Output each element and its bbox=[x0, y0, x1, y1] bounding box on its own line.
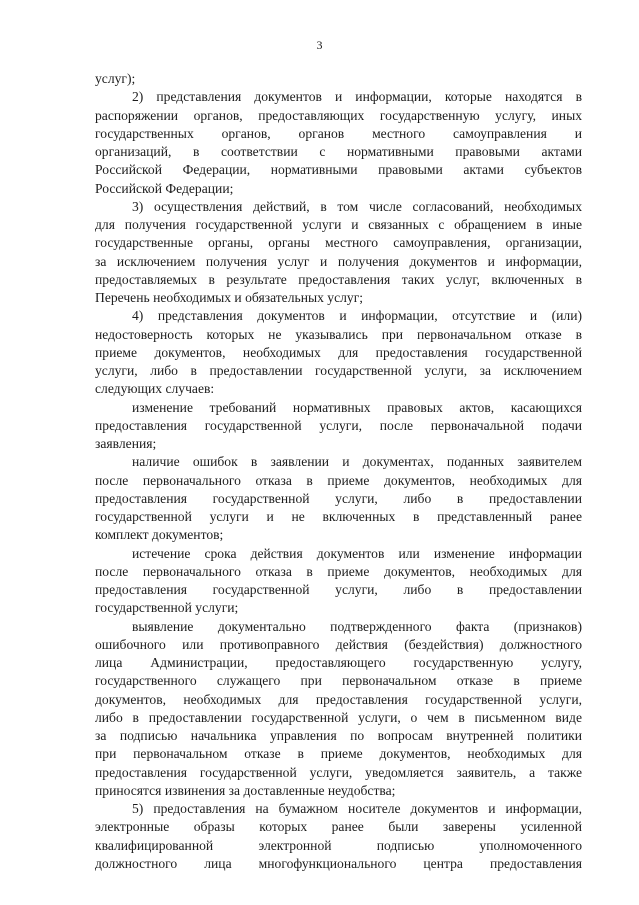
text-line: квалифицированной электронной подписью уполномоченного bbox=[95, 837, 582, 853]
text-line: либо в предоставлении государственной услуги, о чем в письменном виде bbox=[95, 709, 582, 725]
text-line: организаций, в соответствии с нормативными правовыми актами bbox=[95, 144, 582, 159]
text-line: электронные образы которых ранее были заверены усиленной bbox=[95, 819, 582, 835]
text-line: после первоначального отказа в приеме документов, необходимых для bbox=[95, 563, 582, 579]
text-line: Российской Федерации, нормативными правовыми актами субъектов bbox=[95, 162, 582, 178]
text-line: услуг); bbox=[95, 71, 136, 86]
page-number: 3 bbox=[316, 38, 323, 52]
text-line: изменение требований нормативных правовых актов, касающихся bbox=[132, 399, 582, 415]
text-line: распоряжении органов, предоставляющих государственную услугу, иных bbox=[95, 107, 582, 123]
text-line: 3) осуществления действий, в том числе согласований, необходимых bbox=[132, 198, 582, 214]
text-line: для получения государственной услуги и связанных с обращением в иные bbox=[95, 217, 582, 232]
text-line: недостоверность которых не указывались при первоначальном отказе в bbox=[95, 326, 582, 342]
text-line: 5) предоставления на бумажном носителе документов и информации, bbox=[132, 801, 582, 816]
text-line: комплект документов; bbox=[95, 527, 224, 543]
text-line: лица Администрации, предоставляющего государственную услугу, bbox=[95, 655, 582, 670]
text-line: Российской Федерации; bbox=[95, 180, 234, 196]
text-line: за исключением получения услуг и получения документов и информации, bbox=[95, 253, 582, 269]
text-line: выявление документально подтвержденного факта (признаков) bbox=[132, 618, 582, 634]
text-line: государственной услуги; bbox=[95, 600, 239, 616]
text-line: заявления; bbox=[95, 436, 157, 451]
text-line: после первоначального отказа в приеме документов, необходимых для bbox=[95, 472, 582, 488]
text-line: услуги, либо в предоставлении государственной услуги, за исключением bbox=[95, 363, 582, 378]
text-line: следующих случаев: bbox=[95, 381, 215, 397]
text-line: приеме документов, необходимых для предоставления государственной bbox=[95, 344, 582, 360]
text-line: государственного служащего при первоначальном отказе в приеме bbox=[95, 673, 582, 689]
text-line: предоставления государственной услуги, после первоначальной подачи bbox=[95, 417, 582, 433]
text-line: истечение срока действия документов или изменение информации bbox=[132, 545, 582, 561]
text-line: приносятся извинения за доставленные неудобства; bbox=[95, 782, 396, 798]
text-line: наличие ошибок в заявлении и документах, поданных заявителем bbox=[132, 454, 582, 470]
text-line: предоставления государственной услуги, либо в предоставлении bbox=[95, 490, 582, 506]
text-line: предоставляемых в результате предоставления таких услуг, включенных в bbox=[95, 271, 582, 287]
text-line: государственные органы, органы местного самоуправления, организации, bbox=[95, 235, 582, 251]
text-line: при первоначальном отказе в приеме документов, необходимых для bbox=[95, 746, 582, 762]
text-line: Перечень необходимых и обязательных услуг; bbox=[95, 290, 364, 305]
text-line: ошибочного или противоправного действия (бездействия) должностного bbox=[95, 636, 582, 652]
text-line: за подписью начальника управления по вопросам внутренней политики bbox=[95, 728, 582, 743]
text-line: документов, необходимых для предоставления государственной услуги, bbox=[95, 691, 582, 707]
text-line: 4) представления документов и информации, отсутствие и (или) bbox=[132, 308, 582, 324]
text-line: 2) представления документов и информации, которые находятся в bbox=[132, 89, 582, 105]
text-line: государственных органов, органов местного самоуправления и bbox=[95, 125, 582, 141]
text-line: должностного лица многофункционального центра предоставления bbox=[95, 855, 582, 871]
text-line: государственной услуги и не включенных в представленный ранее bbox=[95, 509, 582, 524]
text-line: предоставления государственной услуги, уведомляется заявитель, а также bbox=[95, 764, 582, 780]
text-line: предоставления государственной услуги, либо в предоставлении bbox=[95, 582, 582, 597]
